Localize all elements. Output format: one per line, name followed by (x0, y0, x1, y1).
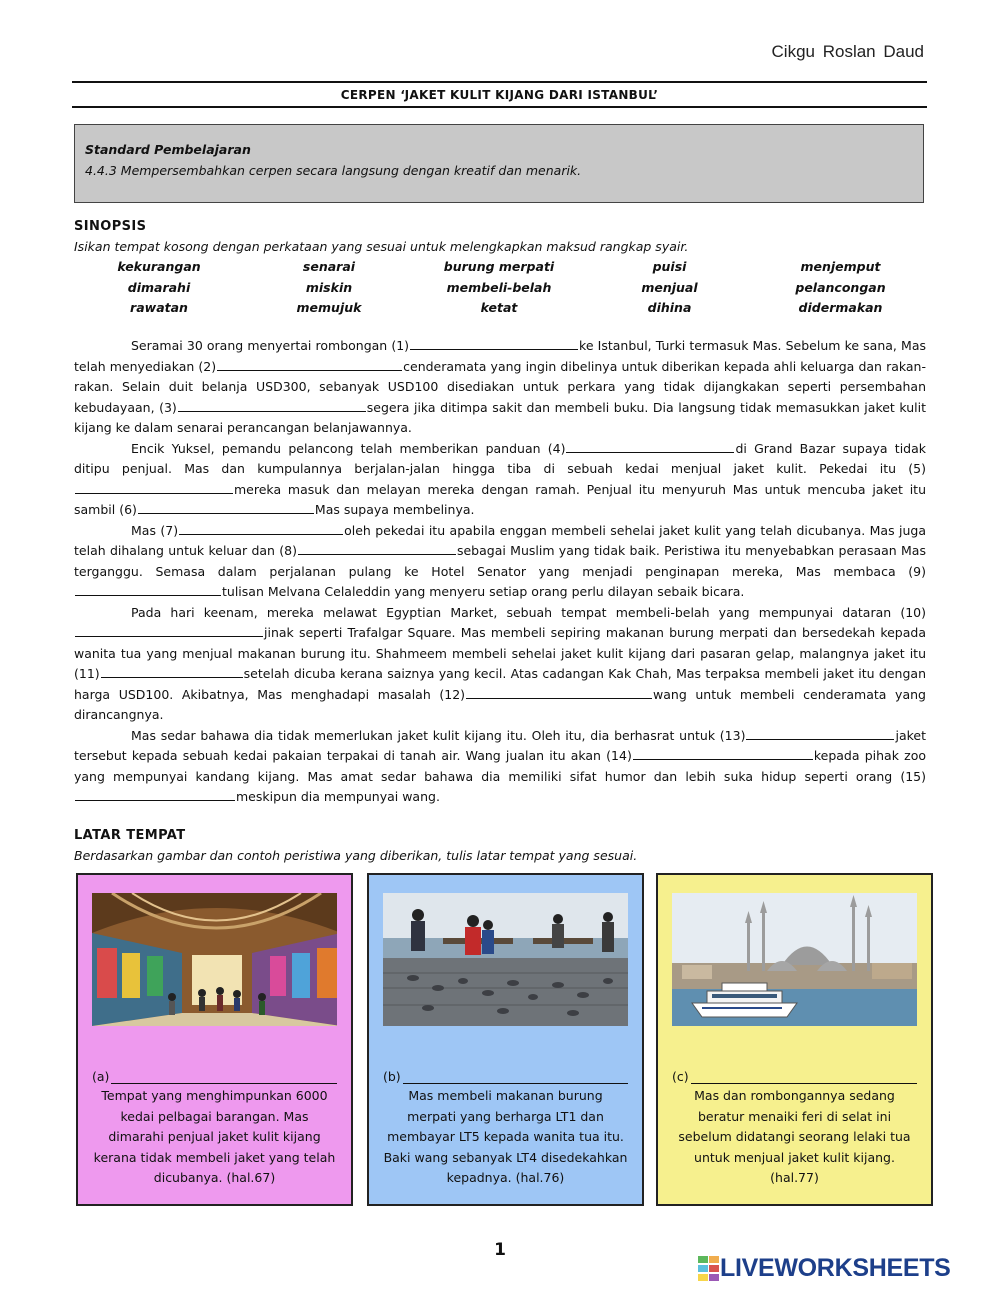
synopsis-passage (74, 336, 926, 808)
passage-text: segera jika ditimpa sakit dan membeli buku. Dia langsung tidak memasukkan jaket kulit kijang ke dalam senarai perancangan belanjawannya. (74, 399, 926, 435)
answer-blank-5[interactable] (75, 481, 233, 494)
passage-text: mereka masuk dan melayan mereka dengan ramah. Penjual itu menyuruh Mas untuk mencuba jaket itu sambil (6) (74, 481, 926, 517)
bosphorus-ferry-photo (672, 893, 917, 1026)
word-bank-item: dimarahi (127, 279, 191, 295)
word-bank-item: menjemput (800, 259, 881, 274)
word-bank-item: puisi (652, 259, 687, 274)
word-bank-item: kekurangan (117, 259, 201, 274)
word-bank-item: miskin (305, 279, 353, 295)
word-bank-item: burung merpati (443, 259, 555, 274)
passage-text: tulisan Melvana Celaleddin yang menyeru setiap orang perlu dilayan sebaik bicara. (222, 584, 745, 599)
header-rule-top (72, 81, 927, 83)
passage-text: Seramai 30 orang menyertai rombongan (1) (131, 338, 410, 353)
card-label: (b) (383, 1069, 401, 1084)
passage-text: Encik Yuksel, pemandu pelancong telah memberikan panduan (4) (131, 440, 566, 456)
passage-paragraph (74, 521, 926, 603)
learning-standard-label: Standard Pembelajaran (85, 142, 251, 157)
grand-bazaar-photo (92, 893, 337, 1026)
answer-line-a (92, 1069, 337, 1084)
author-name: Cikgu Roslan Daud (771, 42, 924, 61)
passage-text: Mas sedar bahawa dia tidak memerlukan jaket kulit kijang itu. Oleh itu, dia berhasrat untuk (13) (131, 727, 746, 743)
passage-text: Mas (7) (131, 522, 179, 538)
answer-blank-7[interactable] (179, 522, 343, 535)
passage-text: meskipun dia mempunyai wang. (236, 789, 440, 804)
answer-blank-2[interactable] (217, 358, 402, 371)
passage-paragraph (74, 336, 926, 439)
answer-line-c (672, 1069, 917, 1084)
word-bank-item: pelancongan (795, 279, 886, 295)
answer-blank-8[interactable] (298, 542, 456, 555)
passage-text: di Grand Bazar supaya tidak ditipu penjual. Mas dan kumpulannya berjalan-jalan hingga tiba di sebuah kedai menjual jaket kulit. Pekedai itu (5) (74, 440, 926, 476)
word-bank-item: membeli-belah (446, 279, 552, 295)
answer-blank-3[interactable] (178, 399, 366, 412)
passage-text: jaket tersebut kepada sebuah kedai pakaian terpakai di tanah air. Wang jualan itu akan (14) (74, 727, 926, 763)
passage-paragraph (74, 603, 926, 726)
answer-line-b (383, 1069, 628, 1084)
setting-card-a (76, 873, 353, 1206)
passage-text: setelah dicuba kerana saiznya yang kecil. Atas cadangan Kak Chah, Mas terpaksa membeli jaket itu dengan harga USD100. Akibatnya, Mas menghadapi masalah (12) (74, 666, 926, 702)
answer-input-c[interactable] (691, 1071, 917, 1084)
sinopsis-heading: SINOPSIS (74, 219, 147, 234)
pigeon-square-photo (383, 893, 628, 1026)
liveworksheets-logo-icon (698, 1256, 720, 1282)
sinopsis-instruction: Isikan tempat kosong dengan perkataan yang sesuai untuk melengkapkan maksud rangkap syair. (74, 239, 689, 254)
answer-blank-13[interactable] (746, 727, 894, 740)
setting-card-c (656, 873, 933, 1206)
answer-blank-14[interactable] (633, 747, 813, 760)
latar-heading: LATAR TEMPAT (74, 828, 186, 843)
card-description: Tempat yang menghimpunkan 6000 kedai pelbagai barangan. Mas dimarahi penjual jaket kulit kijang kerana tidak membeli jaket yang telah dicubanya. (hal.67) (93, 1088, 336, 1185)
answer-input-b[interactable] (403, 1071, 628, 1084)
card-description: Mas dan rombongannya sedang beratur menaiki feri di selat ini sebelum didatangi seorang lelaki tua untuk menjual jaket kulit kijang. (hal.77) (678, 1088, 911, 1185)
word-bank-item: rawatan (130, 300, 188, 315)
word-bank-item: ketat (480, 300, 518, 315)
answer-blank-15[interactable] (75, 788, 235, 801)
latar-instruction: Berdasarkan gambar dan contoh peristiwa yang diberikan, tulis latar tempat yang sesuai. (74, 848, 638, 863)
word-bank-item: didermakan (798, 300, 883, 315)
learning-standard-box (74, 124, 924, 203)
answer-blank-9[interactable] (75, 583, 221, 596)
word-bank-item: memujuk (296, 300, 362, 315)
liveworksheets-brand (698, 1254, 951, 1283)
answer-blank-10[interactable] (75, 624, 263, 637)
answer-blank-6[interactable] (138, 501, 314, 514)
answer-input-a[interactable] (111, 1071, 337, 1084)
passage-text: wang untuk membeli cenderamata yang dirancangnya. (74, 686, 926, 722)
answer-blank-1[interactable] (410, 337, 578, 350)
page-number: 1 (494, 1240, 506, 1260)
word-bank-item: senarai (302, 259, 356, 274)
card-description: Mas membeli makanan burung merpati yang berharga LT1 dan membayar LT5 kepada wanita tua itu. Baki wang sebanyak LT4 disedekahkan kepadnya. (hal.76) (383, 1088, 628, 1185)
passage-text: Mas supaya membelinya. (314, 502, 475, 517)
passage-text: Pada hari keenam, mereka melawat Egyptian Market, sebuah tempat membeli-belah yang mempunyai dataran (10) (131, 604, 926, 620)
answer-blank-4[interactable] (566, 440, 734, 453)
passage-text: sebagai Muslim yang tidak baik. Peristiwa itu menyebabkan perasaan Mas terganggu. Semasa dalam perjalanan pulang ke Hotel Senator yang menjadi penginapan mereka, Mas membaca (9) (74, 543, 926, 579)
card-label: (c) (672, 1069, 689, 1084)
learning-standard-text: 4.4.3 Mempersembahkan cerpen secara langsung dengan kreatif dan menarik. (85, 163, 582, 178)
passage-text: cenderamata yang ingin dibelinya untuk diberikan kepada ahli keluarga dan rakan-rakan. Selain duit belanja USD300, sebanyak USD100 disediakan untuk perkara yang tidak dijangkakan seperti persembahan kebudayaan, (3) (74, 358, 926, 415)
answer-blank-11[interactable] (101, 665, 243, 678)
passage-text: kepada pihak zoo yang mempunyai kandang kijang. Mas amat sedar bahawa dia memiliki sifat humor dan lebih suka hidup seperti orang (15) (74, 748, 926, 784)
word-bank-item: menjual (641, 279, 698, 295)
passage-text: ke Istanbul, Turki termasuk Mas. Sebelum ke sana, Mas telah menyediakan (2) (74, 338, 926, 374)
answer-blank-12[interactable] (466, 686, 652, 699)
card-label: (a) (92, 1069, 110, 1084)
setting-card-b (367, 873, 644, 1206)
word-bank (74, 258, 926, 317)
brand-name: LIVEWORKSHEETS (720, 1254, 951, 1282)
passage-text: oleh pekedai itu apabila enggan membeli sehelai jaket kulit yang telah dicubanya. Mas juga telah dihalang untuk keluar dan (8) (74, 522, 927, 558)
header-rule-bottom (72, 106, 927, 108)
passage-paragraph (74, 439, 926, 521)
document-title: CERPEN ‘JAKET KULIT KIJANG DARI ISTANBUL’ (340, 88, 659, 102)
word-bank-item: dihina (647, 300, 692, 315)
passage-text: jinak seperti Trafalgar Square. Mas membeli sepiring makanan burung merpati dan bersedekah kepada wanita tua yang menjual makanan burung itu. Shahmeem membeli sehelai jaket kulit kijang dari pasaran gelap, malangnya jaket itu (11) (74, 625, 926, 681)
passage-paragraph (74, 726, 926, 808)
